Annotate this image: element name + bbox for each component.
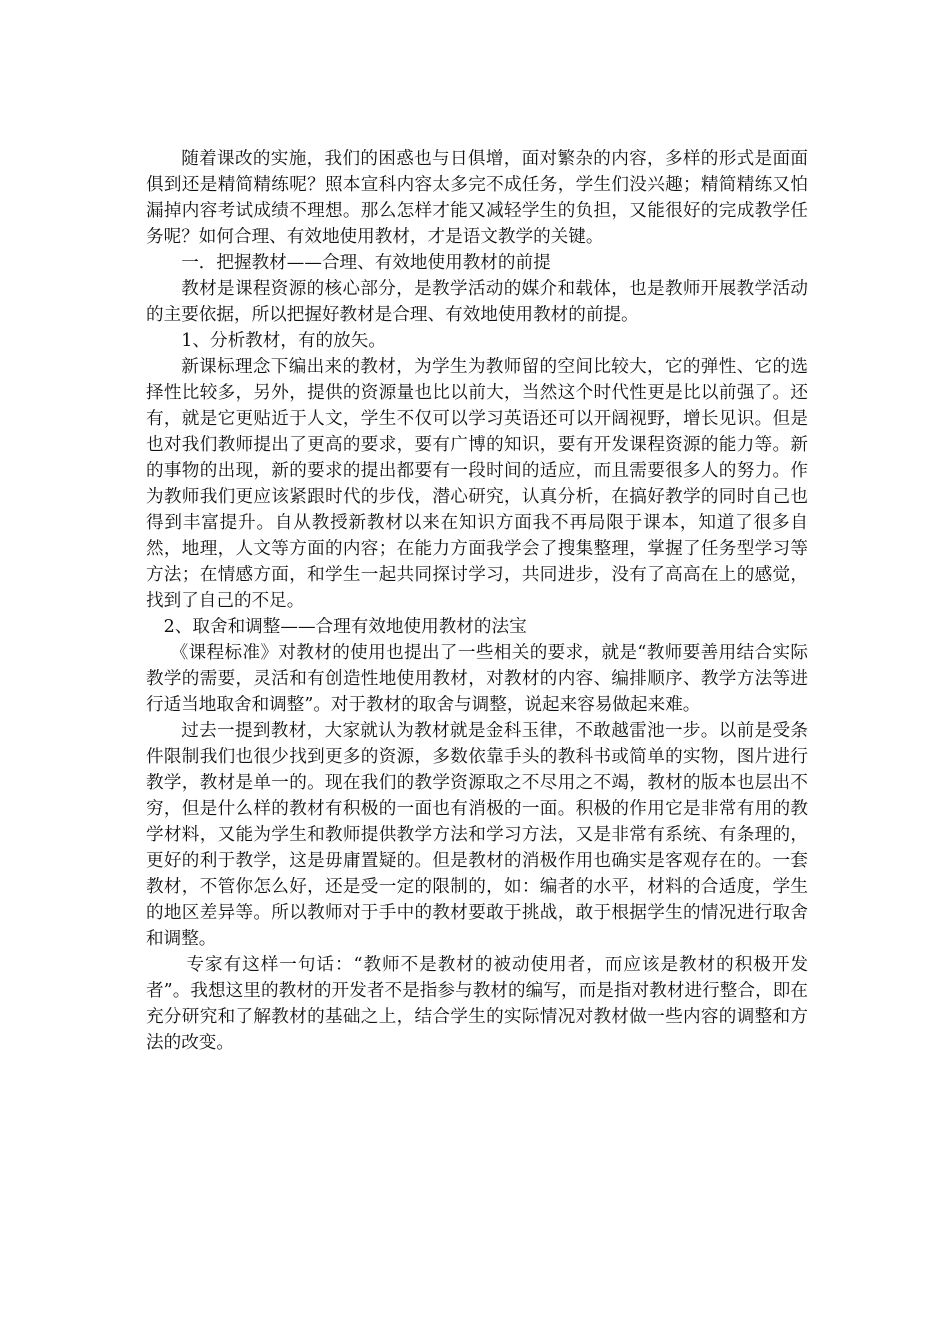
subheading-1: 1、分析教材，有的放矢。 xyxy=(181,331,386,351)
intro-paragraph: 随着课改的实施，我们的困惑也与日俱增，面对繁杂的内容，多样的形式是面面俱到还是精简精练呢？照本宣科内容太多完不成任务，学生们没兴趣；精简精练又怕漏掉内容考试成绩不理想。那么怎样才能又减轻学生的负担，又能很好的完成教学任务呢？如何合理、有效地使用教材，才是语文教学的关键。 xyxy=(146,149,808,247)
section-1-paragraph: 教材是课程资源的核心部分，是教学活动的媒介和载体，也是教师开展教学活动的主要依据，所以把握好教材是合理、有效地使用教材的前提。 xyxy=(146,279,808,325)
past-materials-paragraph: 过去一提到教材，大家就认为教材就是金科玉律，不敢越雷池一步。以前是受条件限制我们也很少找到更多的资源，多数依靠手头的教科书或简单的实物，图片进行教学，教材是单一的。现在我们的教学资源取之不尽用之不竭，教材的版本也层出不穷，但是什么样的教材有积极的一面也有消极的一面。积极的作用它是非常有用的教学材料，又能为学生和教师提供教学方法和学习方法，又是非常有系统、有条理的，更好的利于教学，这是毋庸置疑的。但是教材的消极作用也确实是客观存在的。一套教材，不管你怎么好，还是受一定的限制的，如：编者的水平，材料的合适度，学生的地区差异等。所以教师对于手中的教材要敢于挑战，敢于根据学生的情况进行取舍和调整。 xyxy=(146,721,808,949)
document-body xyxy=(146,146,808,1056)
analysis-paragraph: 新课标理念下编出来的教材，为学生为教师留的空间比较大，它的弹性、它的选择性比较多，另外，提供的资源量也比以前大，当然这个时代性更是比以前强了。还有，就是它更贴近于人文，学生不仅可以学习英语还可以开阔视野，增长见识。但是也对我们教师提出了更高的要求，要有广博的知识，要有开发课程资源的能力等。新的事物的出现，新的要求的提出都要有一段时间的适应，而且需要很多人的努力。作为教师我们更应该紧跟时代的步伐，潜心研究，认真分析，在搞好教学的同时自己也得到丰富提升。自从教授新教材以来在知识方面我不再局限于课本，知道了很多自然，地理，人文等方面的内容；在能力方面我学会了搜集整理，掌握了任务型学习等方法；在情感方面，和学生一起共同探讨学习，共同进步，没有了高高在上的感觉，找到了自己的不足。 xyxy=(146,357,808,611)
section-heading-1: 一．把握教材——合理、有效地使用教材的前提 xyxy=(181,253,551,273)
subheading-2: 2、取舍和调整——合理有效地使用教材的法宝 xyxy=(163,617,527,637)
expert-quote-paragraph: 专家有这样一句话：“教师不是教材的被动使用者，而应该是教材的积极开发者”。我想这里的教材的开发者不是指参与教材的编写，而是指对教材进行整合，即在充分研究和了解教材的基础之上，结合学生的实际情况对教材做一些内容的调整和方法的改变。 xyxy=(146,955,808,1053)
standards-paragraph: 《课程标准》对教材的使用也提出了一些相关的要求，就是“教师要善用结合实际教学的需要，灵活和有创造性地使用教材，对教材的内容、编排顺序、教学方法等进行适当地取舍和调整”。对于教材的取舍与调整，说起来容易做起来难。 xyxy=(146,643,808,715)
